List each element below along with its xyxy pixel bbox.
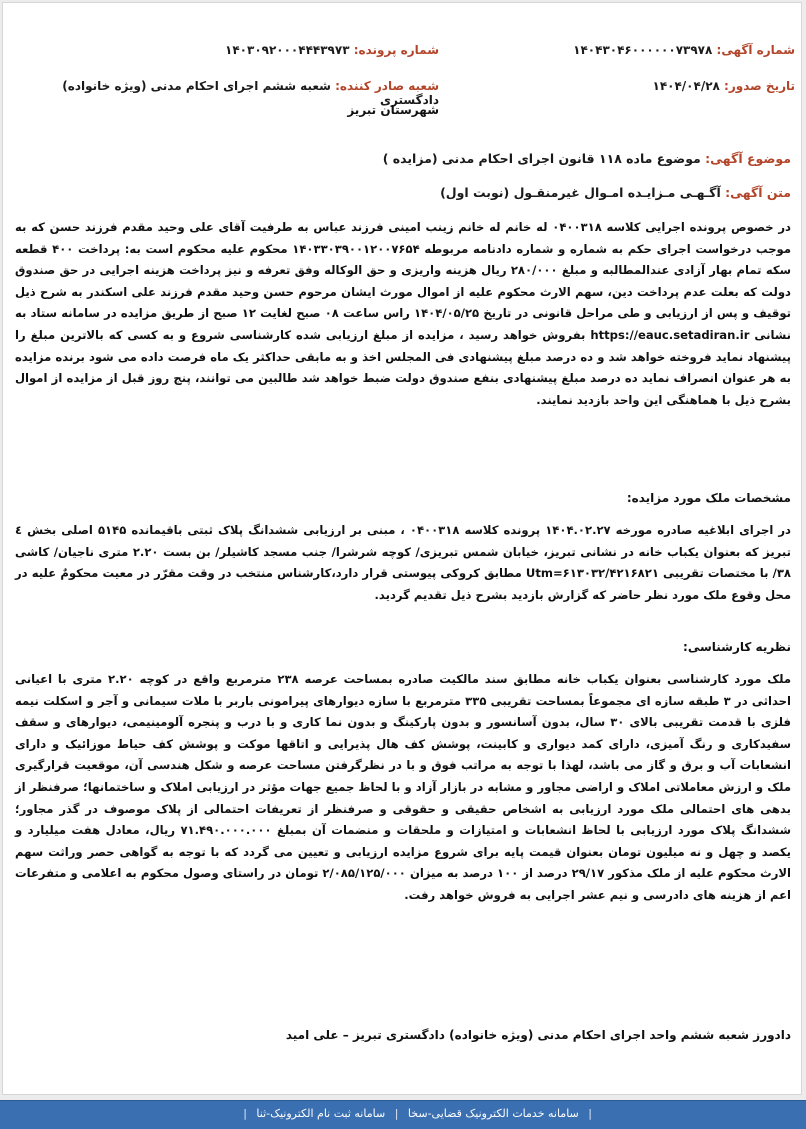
notice-document	[2, 2, 802, 1095]
subject-value: موضوع ماده ۱۱۸ قانون اجرای احکام مدنی (مزایده )	[382, 151, 701, 166]
issuer-label: شعبه صادر کننده:	[335, 79, 439, 93]
expert-heading: نظریه کارشناسی:	[683, 640, 791, 654]
ad-number-field	[573, 43, 795, 57]
footer-separator: |	[588, 1107, 592, 1120]
ad-number-label: شماره آگهی:	[716, 43, 795, 57]
issuer-value-line1: شعبه ششم اجرای احکام مدنی (ویژه خانواده) دادگستری	[62, 79, 439, 107]
footer-links	[237, 1107, 598, 1120]
subject-label: موضوع آگهی:	[705, 151, 791, 166]
intro-paragraph: در خصوص پرونده اجرایی کلاسه ۰۴۰۰۳۱۸ له خانم له خانم زینب امینی فرزند عباس به طرفیت آقای علی وحید مقدم فرزند حسن که به موجب درخواست اجرای حکم به شماره و شماره دادنامه مربوطه ۱۴۰۳۳۰۳۹۰۰۱۲۰۰۷۶۵۴ محکوم علیه محکوم است به: پرداخت ۴۰۰ قطعه سکه تمام بهار آزادی عندالمطالبه و مبلغ ۲۸۰/۰۰۰ ریال هزینه واریزی و حق الوکاله وفق تعرفه و نیز پرداخت هزینه اجرایی در حق صندوق دولت که بعلت عدم پرداخت دین، سهم الارث محکوم علیه از اموال مورث ایشان مرحوم حسن وحید مقدم فرزند علی اسکندر به شرح ذیل توقیف و پس از ارزیابی و طی مراحل قانونی در تاریخ ۱۴۰۴/۰۵/۲۵ راس ساعت ۰۸ صبح لغایت ۱۲ صبح از طریق مزایده در سامانه ستاد به نشانی https://eauc.setadiran.ir بفروش خواهد رسید ، مزایده از مبلغ ارزیابی شده کارشناسی شروع و به کسی که بالاترین مبلغ را پیشنهاد نماید فروخته خواهد شد و ده درصد مبلغ پیشنهادی فی المجلس اخذ و به مابقی حداکثر یک ماه فرصت داده می شود برنده مزایده به هر عنوان انصراف نماید ده درصد مبلغ پیشنهادی بنفع صندوق دولت ضبط خواهد شد طالبین می توانند، پنج روز قبل از مزایده از اموال بشرح ذیل با هماهنگی این واحد بازدید نمایند.	[15, 220, 792, 407]
ad-text-line	[13, 185, 791, 200]
expert-paragraph: ملک مورد کارشناسی بعنوان یکباب خانه مطابق سند مالکیت صادره بمساحت عرصه ۲۳۸ مترمربع واقع در کوچه ۲.۲۰ متری با اعیانی احداثی در ۳ طبقه سازه ای مجموعاً بمساحت تقریبی ۳۳۵ مترمربع با سازه دیوارهای پیرامونی باربر با ملات سیمانی و آجر و اسکلت نیمه فلزی با قدمت تقریبی بالای ۳۰ سال، بدون آسانسور و بدون پارکینگ و بدون نما کاری و با درب و پنجره آلومینیمی، دیوارهای و سقف سفیدکاری و رنگ آمیزی، دارای کمد دیواری و کابینت، پوشش کف هال پذیرایی و اتاقها موکت و پوشش کف حیاط موزائیک و دارای انشعابات آب و برق و گاز می باشد، لهذا با توجه به مراتب فوق و با در نظرگرفتن مساحت عرصه و شکل هندسی آن، موقعیت قرارگیری ملک و ارزش معاملاتی املاک و اراضی مجاور و مشابه در بازار آزاد و با لحاظ جمیع جهات مؤثر در ارزیابی املاک و ساختمانها؛ صرفنظر از بدهی های احتمالی ملک مورد ارزیابی به اشخاص حقیقی و حقوقی و صرفنظر از تعریفات احتمالی از پلاک موصوف در گذر مجاور؛ ششدانگ پلاک مورد ارزیابی با لحاظ انشعابات و امتیازات و ملحقات و منضمات آن بمبلغ ۷۱.۴۹۰.۰۰۰.۰۰۰ ریال، معادل هفت میلیارد و یکصد و چهل و نه میلیون تومان بعنوان قیمت پایه برای شروع مزایده ارزیابی و تعیین می گردد که با توجه به گواهی حصر وراثت سهم الارث محکوم علیه از ملک مذکور ۲۹/۱۷ درصد از ۱۰۰ درصد به میزان ۲/۰۸۵/۱۲۵/۰۰۰ تومان در راستای وصول محکوم به اعلامی و متفرعات اعم از هزینه های دادرسی و نیم عشر اجرایی به فروش خواهد رفت.	[15, 672, 792, 902]
issue-date-label: تاریخ صدور:	[724, 79, 795, 93]
ad-title: آگـهـی مـزایـده امـوال غیرمنقـول (نوبت اول)	[440, 185, 721, 200]
issue-date-value: ۱۴۰۴/۰۴/۲۸	[652, 79, 720, 93]
case-number-value: ۱۴۰۳۰۹۲۰۰۰۴۴۴۳۹۷۳	[225, 43, 350, 57]
ad-text-label: متن آگهی:	[725, 185, 791, 200]
property-heading: مشخصات ملک مورد مزایده:	[626, 491, 791, 505]
footer-separator: |	[394, 1107, 399, 1120]
issuer-value-line2: شهرستان تبریز	[347, 103, 439, 117]
property-paragraph: در اجرای ابلاغیه صادره مورخه ۱۴۰۴.۰۲.۲۷ پرونده کلاسه ۰۴۰۰۳۱۸ ، مبنی بر ارزیابی ششدانگ پلاک ثبتی باقیمانده ۵۱۴۵ اصلی بخش ٤ تبریز که بعنوان یکباب خانه در نشانی تبریز، خیابان شمس تبریزی/ کوچه شرشرا/ جنب مسجد کاشیلر/ بن بست ۲.۲۰ متری ناجیان/ کاشی ۳۸/ با مختصات تقریبی Utm=۶۱۳۰۳۲/۴۲۱۶۸۲۱ مطابق کروکی پیوستی قرار دارد،کارشناس منتخب در وقت مقرّر در معیت محکومٌ علیه در محل وقوع ملک مورد نظر حاضر که گزارش بازدید بشرح ذیل تقدیم گردید.	[15, 523, 791, 602]
subject-line	[13, 151, 791, 166]
footer-link-sakha[interactable]: سامانه خدمات الکترونیک قضایی-سخا	[407, 1107, 579, 1120]
case-number-field	[225, 43, 439, 57]
issue-date-field	[653, 79, 796, 93]
footer-link-sana[interactable]: سامانه ثبت نام الکترونیک-ثنا	[256, 1107, 386, 1120]
signature-line: دادورز شعبه ششم واحد اجرای احکام مدنی (ویژه خانواده) دادگستری تبریز – علی امید	[285, 1028, 791, 1042]
ad-number-value: ۱۴۰۴۳۰۴۶۰۰۰۰۰۰۷۳۹۷۸	[573, 43, 713, 57]
footer-bar	[0, 1100, 806, 1129]
case-number-label: شماره پرونده:	[353, 43, 439, 57]
footer-separator: |	[243, 1107, 247, 1120]
